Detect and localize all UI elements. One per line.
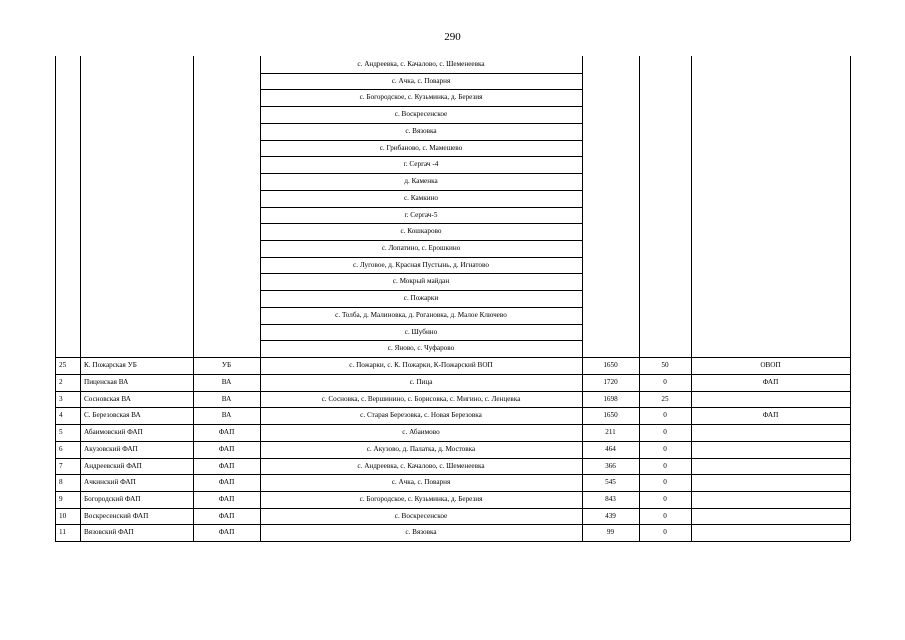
column-line [55,56,56,357]
note-cell [691,508,850,525]
settlement-cell: с. Андреевка, с. Качалово, с. Шеменеевка [357,60,485,68]
population-cell: 99 [606,528,615,537]
row-line [55,541,850,542]
settlement-cell: с. Богородское, с. Кузьминка, д. Березия [359,494,483,503]
count-cell: 50 [661,361,669,370]
column-line [850,357,851,541]
count-cell: 25 [661,394,669,403]
facility-name-cell: Ачкинский ФАП [84,478,136,487]
settlement-cell: с. Андреевка, с. Качалово, с. Шеменеевка [357,461,485,470]
settlement-cell: с. Ачка, с. Поварня [391,478,451,487]
settlement-cell: с. Вязовка [405,126,437,135]
settlement-cell: с. Камкино [403,193,438,202]
settlement-cell: г. Сергач-5 [404,210,438,219]
count-cell: 0 [663,478,667,487]
row-number-cell: 6 [59,444,63,453]
facility-type-cell: ФАП [218,511,235,520]
settlement-cell: с. Абаимово [402,428,440,437]
facility-type-cell: ФАП [218,478,235,487]
facility-name-cell: Пиценская ВА [84,377,129,386]
settlement-cell: с. Сосновка, с. Вершинино, с. Борисовка, с. Мигино, с. Ленцевка [321,394,521,403]
settlement-cell: с. Акузово, д. Палатка, д. Мостовка [366,444,476,453]
facility-name-cell: Андреевский ФАП [84,461,142,470]
column-line [639,56,640,357]
count-cell: 0 [663,461,667,470]
column-line [691,56,692,357]
note-cell [691,441,850,458]
population-cell: 366 [605,461,616,470]
count-cell: 0 [663,377,667,386]
settlement-cell: с. Воскресенское [394,511,448,520]
settlement-cell: с. Пожарки [403,294,439,303]
settlement-cell: с. Пица [409,377,433,386]
facility-type-cell: ВА [221,411,232,420]
facility-name-cell: К. Пожарская УБ [84,361,137,370]
page-number: 290 [444,31,461,43]
population-cell: 464 [605,444,616,453]
settlement-cell: с. Кошкарово [400,227,442,236]
facility-type-cell: ФАП [218,528,235,537]
facility-name-cell: Богородский ФАП [84,494,141,503]
column-line [80,56,81,357]
settlement-cell: д. Каменка [404,177,438,186]
population-cell: 1698 [603,394,618,403]
facility-name-cell: Воскресенский ФАП [84,511,149,520]
row-number-cell: 9 [59,494,63,503]
count-cell: 0 [663,428,667,437]
row-number-cell: 25 [59,361,67,370]
settlement-cell: с. Яново, с. Чуфарово [387,344,455,353]
population-cell: 211 [605,428,616,437]
settlement-cell: с. Шубино [404,327,438,336]
note-cell [691,424,850,441]
settlement-cell: с. Богородское, с. Кузьминка, д. Березия [359,93,483,102]
settlement-cell: с. Пожарки, с. К. Пожарки, К-Пожарский ВОП [349,361,493,370]
row-number-cell: 10 [59,511,67,520]
note-cell: ФАП [762,377,779,386]
population-cell: 545 [605,478,616,487]
column-line [80,357,81,541]
settlement-cell: с. Старая Березовка, с. Новая Березовка [360,411,482,420]
row-number-cell: 2 [59,377,63,386]
note-cell: ФАП [762,411,779,420]
population-cell: 1650 [603,361,618,370]
count-cell: 0 [663,444,667,453]
note-cell [691,491,850,508]
count-cell: 0 [663,528,667,537]
row-number-cell: 11 [59,528,66,537]
population-cell: 439 [605,511,616,520]
facility-type-cell: УБ [221,361,232,370]
settlement-cell: с. Вязовка [405,528,437,537]
settlement-cell: с. Лопатино, с. Ерошкино [381,244,461,253]
row-number-cell: 8 [59,478,63,487]
facility-name-cell: Абаимовский ФАП [84,428,143,437]
facility-type-cell: ФАП [218,461,235,470]
facility-type-cell: ВА [221,394,232,403]
count-cell: 0 [663,411,667,420]
population-cell: 1720 [603,377,618,386]
count-cell: 0 [663,511,667,520]
settlement-cell: с. Луговое, д. Красная Пустынь, д. Игнатово [353,260,489,269]
column-line [850,56,851,357]
row-number-cell: 7 [59,461,63,470]
facility-name-cell: Сосновская ВА [84,394,131,403]
row-number-cell: 3 [59,394,63,403]
facility-name-cell: С. Березовская ВА [84,411,141,420]
note-cell [691,474,850,491]
settlement-cell: с. Толба, д. Малиновка, д. Рогановка, д. Малое Ключево [335,310,507,319]
facility-type-cell: ФАП [218,494,235,503]
facility-name-cell: Акузовский ФАП [84,444,138,453]
population-cell: 1650 [603,411,618,420]
facility-name-cell: Вязовский ФАП [84,528,134,537]
count-cell: 0 [663,494,667,503]
note-cell [691,391,850,408]
column-line [582,56,583,357]
settlement-cell: с. Мокрый майдан [392,277,450,286]
facility-type-cell: ВА [221,377,232,386]
facility-type-cell: ФАП [218,444,235,453]
column-line [193,56,194,357]
note-cell [691,524,850,541]
column-line [55,357,56,541]
settlement-cell: с. Грибаново, с. Мамешево [379,143,463,152]
row-number-cell: 5 [59,428,63,437]
facility-type-cell: ФАП [218,428,235,437]
settlement-cell: с. Ачка, с. Поварня [391,76,451,85]
row-number-cell: 4 [59,411,63,420]
population-cell: 843 [605,494,616,503]
settlement-cell: г. Сергач -4 [403,160,439,169]
note-cell: ОВОП [760,361,781,370]
settlement-cell: с. Воскресенское [394,110,448,119]
note-cell [691,458,850,475]
